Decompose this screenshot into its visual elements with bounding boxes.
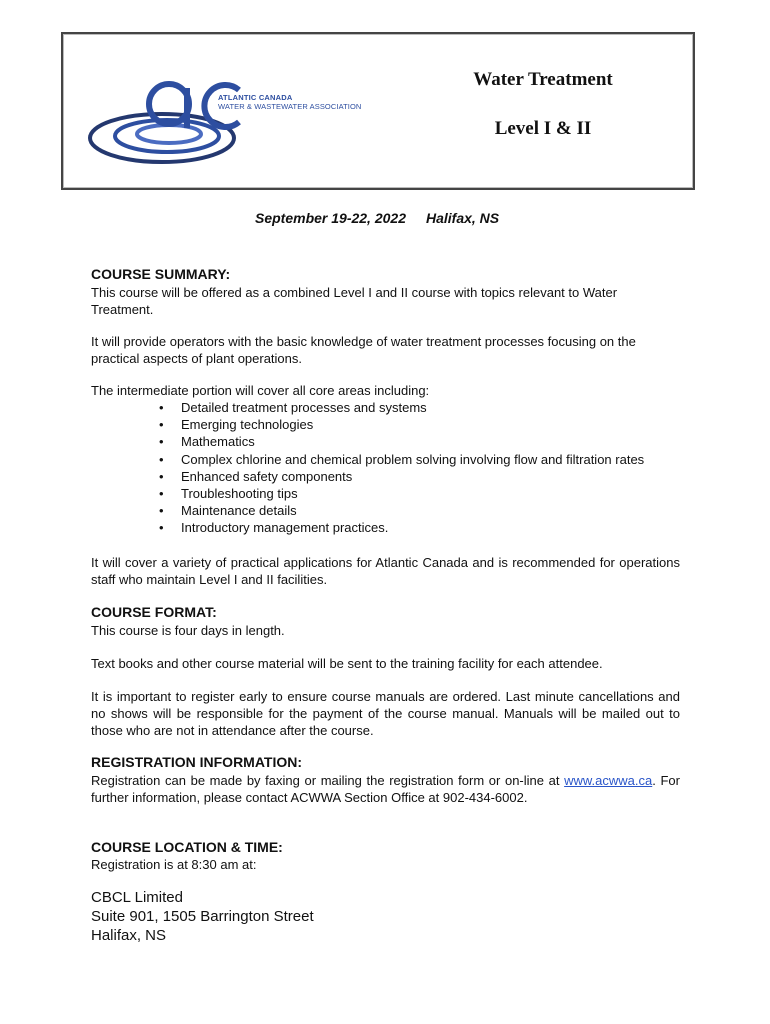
core-areas-list: [150, 399, 644, 537]
venue-address: [91, 888, 314, 945]
list-item: • Emerging technologies: [159, 417, 314, 433]
registration-paragraph: Registration can be made by faxing or mailing the registration form or on-line at www.acwwa.ca. For further information, please contact ACWWA Section Office at 902-434-6002.: [91, 773, 680, 805]
list-item: • Detailed treatment processes and systems: [159, 400, 427, 415]
header-box: [61, 32, 695, 190]
summary-heading: COURSE SUMMARY:: [91, 266, 231, 282]
format-paragraph-1: This course is four days in length.: [91, 623, 285, 638]
format-heading: COURSE FORMAT:: [91, 604, 217, 620]
list-item: • Introductory management practices.: [159, 520, 389, 536]
list-item: • Mathematics: [159, 434, 255, 450]
org-name-line1: ATLANTIC CANADA: [218, 93, 293, 102]
list-item: • Enhanced safety components: [159, 468, 353, 484]
logo-wordmark: [218, 93, 361, 111]
registration-time: Registration is at 8:30 am at:: [91, 857, 257, 872]
org-name-line2: WATER & WASTEWATER ASSOCIATION: [218, 102, 362, 111]
format-paragraph-3: It is important to register early to ensure course manuals are ordered. Last minute cancellations and no shows will be responsible for the payment of the course manual. Manuals will be mailed out to those who are not in attendance after the course.: [91, 689, 680, 738]
summary-paragraph-4: It will cover a variety of practical applications for Atlantic Canada and is recommended for operations staff who maintain Level I and II facilities.: [91, 555, 680, 587]
registration-heading: REGISTRATION INFORMATION:: [91, 754, 303, 770]
list-item: • Complex chlorine and chemical problem solving involving flow and filtration rates: [159, 451, 645, 467]
summary-paragraph-3: The intermediate portion will cover all core areas including:: [91, 383, 430, 398]
list-item: • Troubleshooting tips: [159, 486, 298, 502]
address-line-2: Suite 901, 1505 Barrington Street: [91, 908, 314, 925]
summary-paragraph-2: It will provide operators with the basic knowledge of water treatment processes focusing on the practical aspects of plant operations.: [91, 334, 636, 366]
page-subtitle: Level I & II: [494, 118, 592, 139]
address-line-1: CBCL Limited: [91, 889, 183, 906]
summary-paragraph-1: This course will be offered as a combined Level I and II course with topics relevant to Water Treatment.: [91, 285, 618, 317]
course-location: Halifax, NS: [425, 210, 500, 226]
course-date: September 19-22, 2022: [255, 210, 406, 226]
list-item: • Maintenance details: [159, 503, 297, 519]
dateline: [255, 210, 499, 226]
page-title: Water Treatment: [473, 69, 613, 90]
location-heading: COURSE LOCATION & TIME:: [91, 839, 283, 855]
acwwa-website-link[interactable]: www.acwwa.ca: [564, 773, 653, 788]
address-line-3: Halifax, NS: [91, 927, 167, 944]
acwwa-logo-icon: [87, 76, 377, 166]
format-paragraph-2: Text books and other course material will be sent to the training facility for each attendee.: [91, 656, 603, 671]
